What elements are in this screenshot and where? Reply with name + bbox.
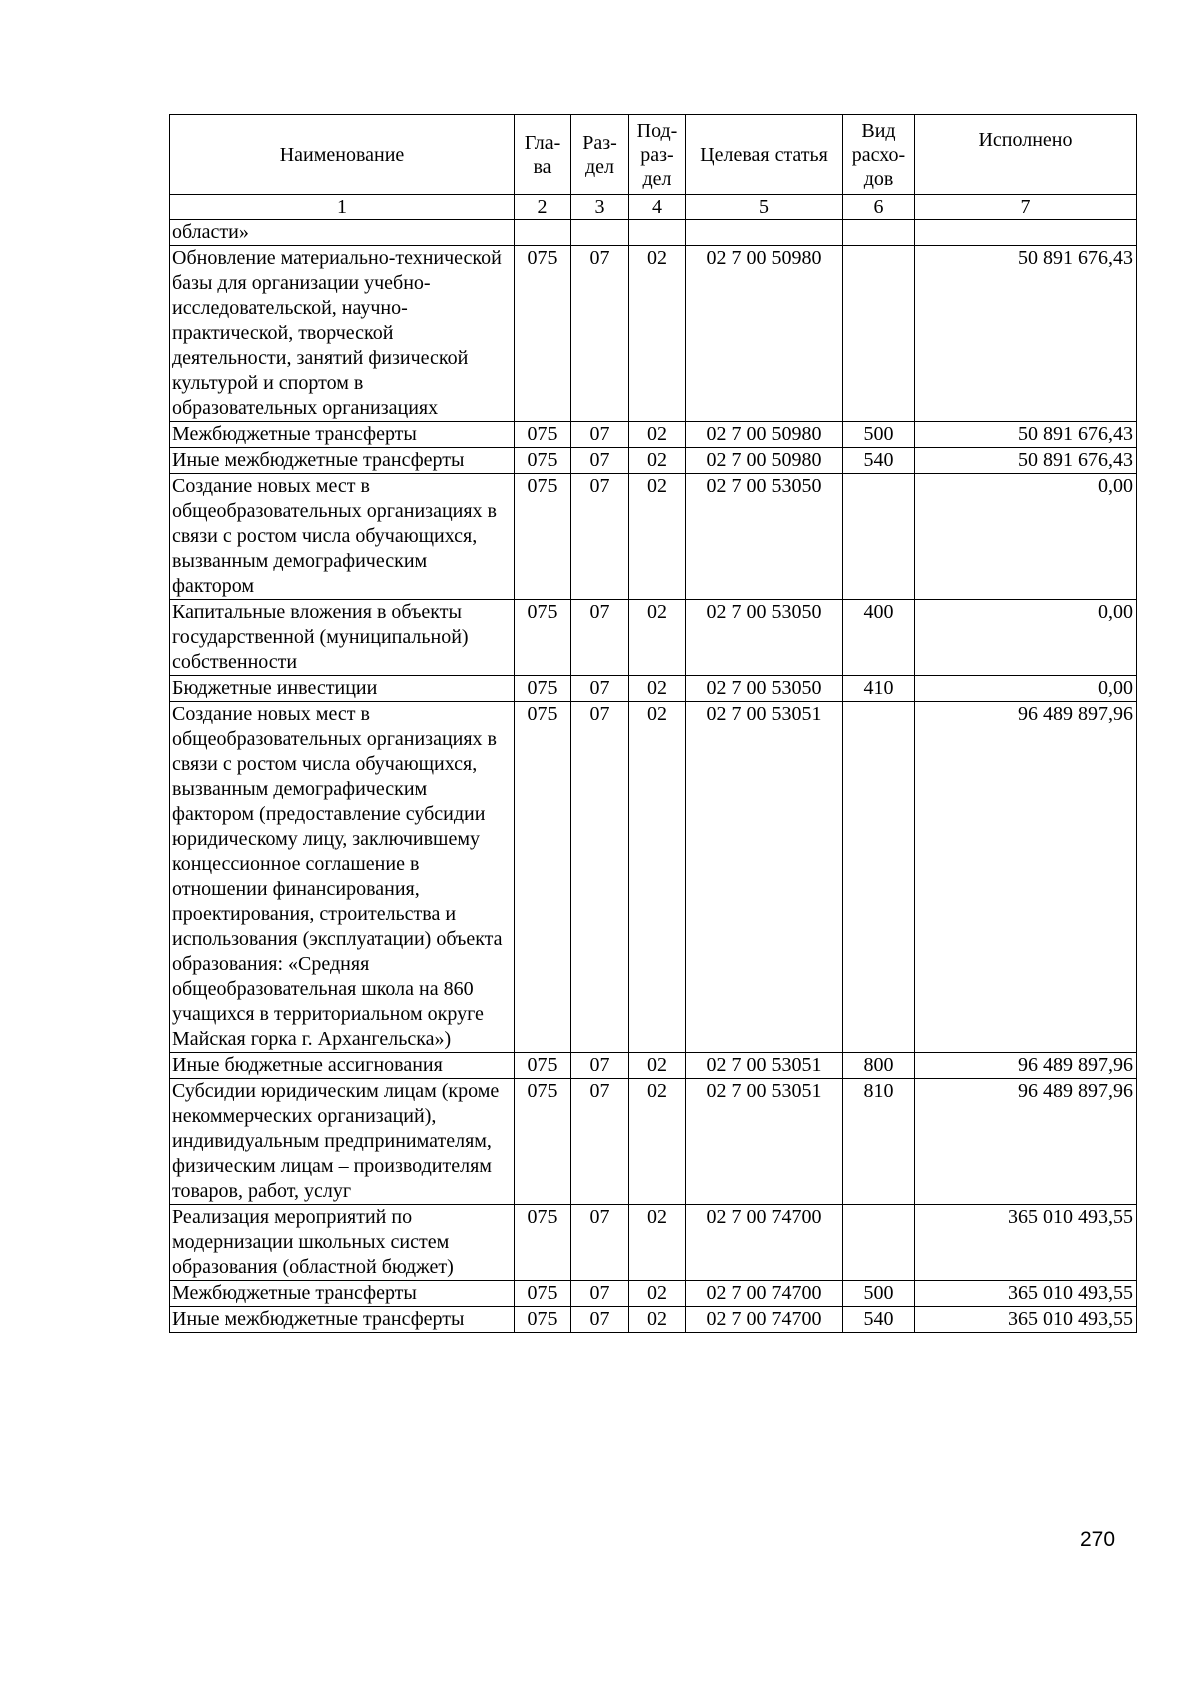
cell-chapter bbox=[515, 220, 571, 246]
cell-target-article: 02 7 00 74700 bbox=[686, 1205, 843, 1281]
header-section: Раз- дел bbox=[571, 115, 629, 195]
table-row bbox=[170, 474, 1137, 600]
cell-section: 07 bbox=[571, 1205, 629, 1281]
cell-chapter: 075 bbox=[515, 1053, 571, 1079]
table-row bbox=[170, 1307, 1137, 1333]
cell-section: 07 bbox=[571, 1281, 629, 1307]
cell-expense-type: 800 bbox=[843, 1053, 915, 1079]
cell-expense-type: 410 bbox=[843, 676, 915, 702]
cell-chapter: 075 bbox=[515, 1079, 571, 1205]
cell-subsection: 02 bbox=[629, 1079, 686, 1205]
cell-executed: 50 891 676,43 bbox=[915, 422, 1137, 448]
table-row bbox=[170, 448, 1137, 474]
cell-expense-type bbox=[843, 246, 915, 422]
cell-name: Бюджетные инвестиции bbox=[170, 676, 515, 702]
cell-target-article: 02 7 00 53050 bbox=[686, 600, 843, 676]
cell-subsection: 02 bbox=[629, 1281, 686, 1307]
page-number: 270 bbox=[1080, 1528, 1116, 1551]
cell-executed: 50 891 676,43 bbox=[915, 246, 1137, 422]
cell-name: Капитальные вложения в объекты государственной (муниципальной) собственности bbox=[170, 600, 515, 676]
cell-subsection: 02 bbox=[629, 1205, 686, 1281]
cell-chapter: 075 bbox=[515, 1281, 571, 1307]
cell-subsection: 02 bbox=[629, 676, 686, 702]
cell-expense-type bbox=[843, 1205, 915, 1281]
cell-executed: 0,00 bbox=[915, 474, 1137, 600]
cell-name: Иные межбюджетные трансферты bbox=[170, 448, 515, 474]
cell-name: Создание новых мест в общеобразовательных организациях в связи с ростом числа обучающихся, вызванным демографическим фактором (предоставление субсидии юридическому лицу, заключившему концессионное соглашение в отношении финансирования, проектирования, строительства и использования (эксплуатации) объекта образования: «Средняя общеобразовательная школа на 860 учащихся в территориальном округе Майская горка г. Архангельска») bbox=[170, 702, 515, 1053]
cell-target-article: 02 7 00 74700 bbox=[686, 1281, 843, 1307]
cell-subsection: 02 bbox=[629, 422, 686, 448]
cell-subsection: 02 bbox=[629, 702, 686, 1053]
cell-section: 07 bbox=[571, 246, 629, 422]
column-number: 2 bbox=[515, 195, 571, 220]
cell-name: Обновление материально-технической базы для организации учебно-исследовательской, научно-практической, творческой деятельности, занятий физической культурой и спортом в образовательных организациях bbox=[170, 246, 515, 422]
cell-executed: 365 010 493,55 bbox=[915, 1281, 1137, 1307]
cell-section: 07 bbox=[571, 676, 629, 702]
cell-section: 07 bbox=[571, 600, 629, 676]
column-number: 1 bbox=[170, 195, 515, 220]
table-row bbox=[170, 676, 1137, 702]
column-number: 4 bbox=[629, 195, 686, 220]
cell-expense-type: 540 bbox=[843, 1307, 915, 1333]
cell-expense-type bbox=[843, 220, 915, 246]
table-row bbox=[170, 1281, 1137, 1307]
cell-subsection: 02 bbox=[629, 246, 686, 422]
table-row bbox=[170, 1079, 1137, 1205]
cell-chapter: 075 bbox=[515, 1307, 571, 1333]
cell-target-article: 02 7 00 74700 bbox=[686, 1307, 843, 1333]
table-row bbox=[170, 702, 1137, 1053]
cell-executed: 50 891 676,43 bbox=[915, 448, 1137, 474]
cell-section bbox=[571, 220, 629, 246]
cell-target-article: 02 7 00 53050 bbox=[686, 474, 843, 600]
cell-expense-type: 500 bbox=[843, 422, 915, 448]
cell-target-article: 02 7 00 50980 bbox=[686, 422, 843, 448]
table-row bbox=[170, 1205, 1137, 1281]
cell-chapter: 075 bbox=[515, 474, 571, 600]
cell-target-article: 02 7 00 53051 bbox=[686, 1079, 843, 1205]
cell-chapter: 075 bbox=[515, 1205, 571, 1281]
cell-chapter: 075 bbox=[515, 676, 571, 702]
table-row bbox=[170, 1053, 1137, 1079]
cell-expense-type: 500 bbox=[843, 1281, 915, 1307]
cell-section: 07 bbox=[571, 1307, 629, 1333]
cell-name: Реализация мероприятий по модернизации школьных систем образования (областной бюджет) bbox=[170, 1205, 515, 1281]
cell-executed: 96 489 897,96 bbox=[915, 702, 1137, 1053]
cell-section: 07 bbox=[571, 422, 629, 448]
header-expense-type: Вид расхо- дов bbox=[843, 115, 915, 195]
budget-table bbox=[169, 114, 1137, 1333]
cell-subsection: 02 bbox=[629, 1307, 686, 1333]
cell-name: Создание новых мест в общеобразовательных организациях в связи с ростом числа обучающихся, вызванным демографическим фактором bbox=[170, 474, 515, 600]
cell-target-article: 02 7 00 53051 bbox=[686, 702, 843, 1053]
cell-target-article: 02 7 00 53050 bbox=[686, 676, 843, 702]
header-name: Наименование bbox=[170, 115, 515, 195]
column-number-row bbox=[170, 195, 1137, 220]
cell-executed: 365 010 493,55 bbox=[915, 1205, 1137, 1281]
cell-expense-type: 540 bbox=[843, 448, 915, 474]
cell-target-article: 02 7 00 53051 bbox=[686, 1053, 843, 1079]
table-row bbox=[170, 220, 1137, 246]
cell-target-article bbox=[686, 220, 843, 246]
cell-name: Межбюджетные трансферты bbox=[170, 1281, 515, 1307]
cell-subsection: 02 bbox=[629, 474, 686, 600]
cell-name: Иные бюджетные ассигнования bbox=[170, 1053, 515, 1079]
cell-section: 07 bbox=[571, 474, 629, 600]
cell-chapter: 075 bbox=[515, 448, 571, 474]
cell-section: 07 bbox=[571, 1053, 629, 1079]
header-chapter: Гла- ва bbox=[515, 115, 571, 195]
cell-executed bbox=[915, 220, 1137, 246]
cell-chapter: 075 bbox=[515, 246, 571, 422]
cell-target-article: 02 7 00 50980 bbox=[686, 246, 843, 422]
cell-chapter: 075 bbox=[515, 422, 571, 448]
cell-subsection: 02 bbox=[629, 448, 686, 474]
table-row bbox=[170, 422, 1137, 448]
column-number: 6 bbox=[843, 195, 915, 220]
header-subsection: Под- раз- дел bbox=[629, 115, 686, 195]
header-target-article: Целевая статья bbox=[686, 115, 843, 195]
column-number: 5 bbox=[686, 195, 843, 220]
cell-section: 07 bbox=[571, 1079, 629, 1205]
column-number: 7 bbox=[915, 195, 1137, 220]
cell-subsection bbox=[629, 220, 686, 246]
table-row bbox=[170, 246, 1137, 422]
cell-target-article: 02 7 00 50980 bbox=[686, 448, 843, 474]
cell-expense-type: 400 bbox=[843, 600, 915, 676]
cell-chapter: 075 bbox=[515, 702, 571, 1053]
header-executed: Исполнено bbox=[915, 115, 1137, 195]
table-body bbox=[170, 195, 1137, 1333]
cell-name: Иные межбюджетные трансферты bbox=[170, 1307, 515, 1333]
cell-name: Субсидии юридическим лицам (кроме некоммерческих организаций), индивидуальным предпринимателям, физическим лицам – производителям товаров, работ, услуг bbox=[170, 1079, 515, 1205]
cell-section: 07 bbox=[571, 448, 629, 474]
column-number: 3 bbox=[571, 195, 629, 220]
cell-chapter: 075 bbox=[515, 600, 571, 676]
cell-executed: 0,00 bbox=[915, 600, 1137, 676]
cell-section: 07 bbox=[571, 702, 629, 1053]
cell-expense-type bbox=[843, 474, 915, 600]
cell-name: Межбюджетные трансферты bbox=[170, 422, 515, 448]
cell-executed: 96 489 897,96 bbox=[915, 1053, 1137, 1079]
cell-subsection: 02 bbox=[629, 600, 686, 676]
cell-expense-type: 810 bbox=[843, 1079, 915, 1205]
cell-subsection: 02 bbox=[629, 1053, 686, 1079]
header-row bbox=[170, 115, 1137, 195]
cell-executed: 96 489 897,96 bbox=[915, 1079, 1137, 1205]
cell-expense-type bbox=[843, 702, 915, 1053]
cell-executed: 0,00 bbox=[915, 676, 1137, 702]
cell-executed: 365 010 493,55 bbox=[915, 1307, 1137, 1333]
cell-name: области» bbox=[170, 220, 515, 246]
table-row bbox=[170, 600, 1137, 676]
